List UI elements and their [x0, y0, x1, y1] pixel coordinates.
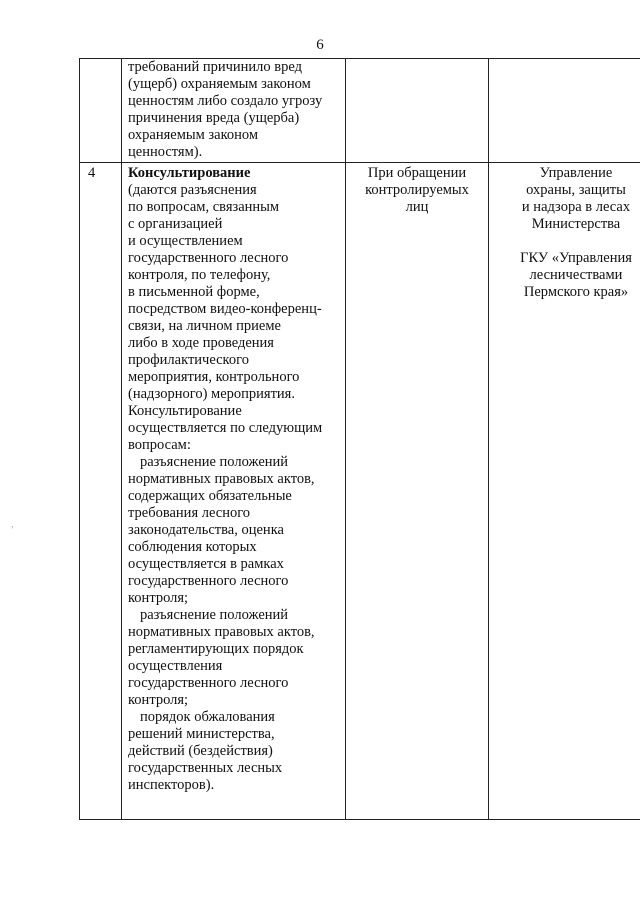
- table-row-continued: [80, 59, 640, 163]
- responsible-line: Пермского края»: [523, 284, 629, 300]
- row-number-cell: [80, 59, 122, 163]
- list-item-line: контроля;: [128, 590, 189, 606]
- spacer: [493, 233, 640, 250]
- row-number-cell: 4: [80, 163, 122, 820]
- text-line: осуществляется по следующим: [128, 420, 323, 436]
- list-item-line: решений министерства,: [128, 726, 275, 742]
- text-line: с организацией: [128, 216, 223, 232]
- text-line: причинения вреда (ущерба): [128, 110, 300, 126]
- timing-cell: [346, 163, 489, 820]
- responsible-line: охраны, защиты: [526, 182, 626, 198]
- text-line: (ущерб) охраняемым законом: [128, 76, 311, 92]
- responsible-line: ГКУ «Управления: [520, 250, 632, 266]
- timing-line: контролируемых: [365, 182, 469, 198]
- text-line: ценностям).: [128, 144, 203, 160]
- table-row-consulting: [80, 163, 640, 820]
- list-item-line: разъяснение положений: [140, 607, 289, 623]
- measure-heading: Консультирование: [128, 165, 251, 181]
- text-line: (надзорного) мероприятия.: [128, 386, 295, 402]
- list-item-line: контроля;: [128, 692, 189, 708]
- text-line: контроля, по телефону,: [128, 267, 271, 283]
- page-number: 6: [316, 37, 324, 53]
- measures-table: [79, 58, 640, 820]
- text-line: либо в ходе проведения: [128, 335, 274, 351]
- responsible-cell: [489, 163, 640, 820]
- list-item-line: инспекторов).: [128, 777, 215, 793]
- list-item-line: государственных лесных: [128, 760, 283, 776]
- list-item-line: осуществляется в рамках: [128, 556, 284, 572]
- measure-text-cell: [122, 59, 346, 163]
- text-line: охраняемым законом: [128, 127, 259, 143]
- list-item-line: нормативных правовых актов,: [128, 471, 315, 487]
- list-item-line: государственного лесного: [128, 675, 289, 691]
- list-item-line: порядок обжалования: [140, 709, 275, 725]
- list-item-line: осуществления: [128, 658, 223, 674]
- text-line: вопросам:: [128, 437, 191, 453]
- list-item-line: законодательства, оценка: [128, 522, 284, 538]
- responsible-line: лесничествами: [529, 267, 623, 283]
- responsible-line: Управление: [539, 165, 613, 181]
- text-line: государственного лесного: [128, 250, 289, 266]
- text-line: (даются разъяснения: [128, 182, 257, 198]
- list-item-line: нормативных правовых актов,: [128, 624, 315, 640]
- text-line: требований причинило вред: [128, 59, 302, 75]
- timing-cell: [346, 59, 489, 163]
- text-line: по вопросам, связанным: [128, 199, 280, 215]
- responsible-line: и надзора в лесах: [521, 199, 631, 215]
- list-item-line: регламентирующих порядок: [128, 641, 304, 657]
- text-line: Консультирование: [128, 403, 242, 419]
- measure-text-cell: [122, 163, 346, 820]
- text-line: ценностям либо создало угрозу: [128, 93, 323, 109]
- text-line: связи, на личном приеме: [128, 318, 281, 334]
- text-line: и осуществлением: [128, 233, 243, 249]
- list-item-line: требования лесного: [128, 505, 251, 521]
- margin-mark: ,: [11, 519, 14, 530]
- text-line: профилактического: [128, 352, 249, 368]
- list-item-line: государственного лесного: [128, 573, 289, 589]
- responsible-cell: [489, 59, 640, 163]
- timing-line: лиц: [405, 199, 429, 215]
- timing-line: При обращении: [367, 165, 467, 181]
- list-item-line: действий (бездействия): [128, 743, 273, 759]
- list-item-line: содержащих обязательные: [128, 488, 292, 504]
- responsible-line: Министерства: [531, 216, 621, 232]
- text-line: в письменной форме,: [128, 284, 260, 300]
- list-item-line: соблюдения которых: [128, 539, 257, 555]
- text-line: мероприятия, контрольного: [128, 369, 300, 385]
- list-item-line: разъяснение положений: [140, 454, 289, 470]
- text-line: посредством видео-конференц-: [128, 301, 322, 317]
